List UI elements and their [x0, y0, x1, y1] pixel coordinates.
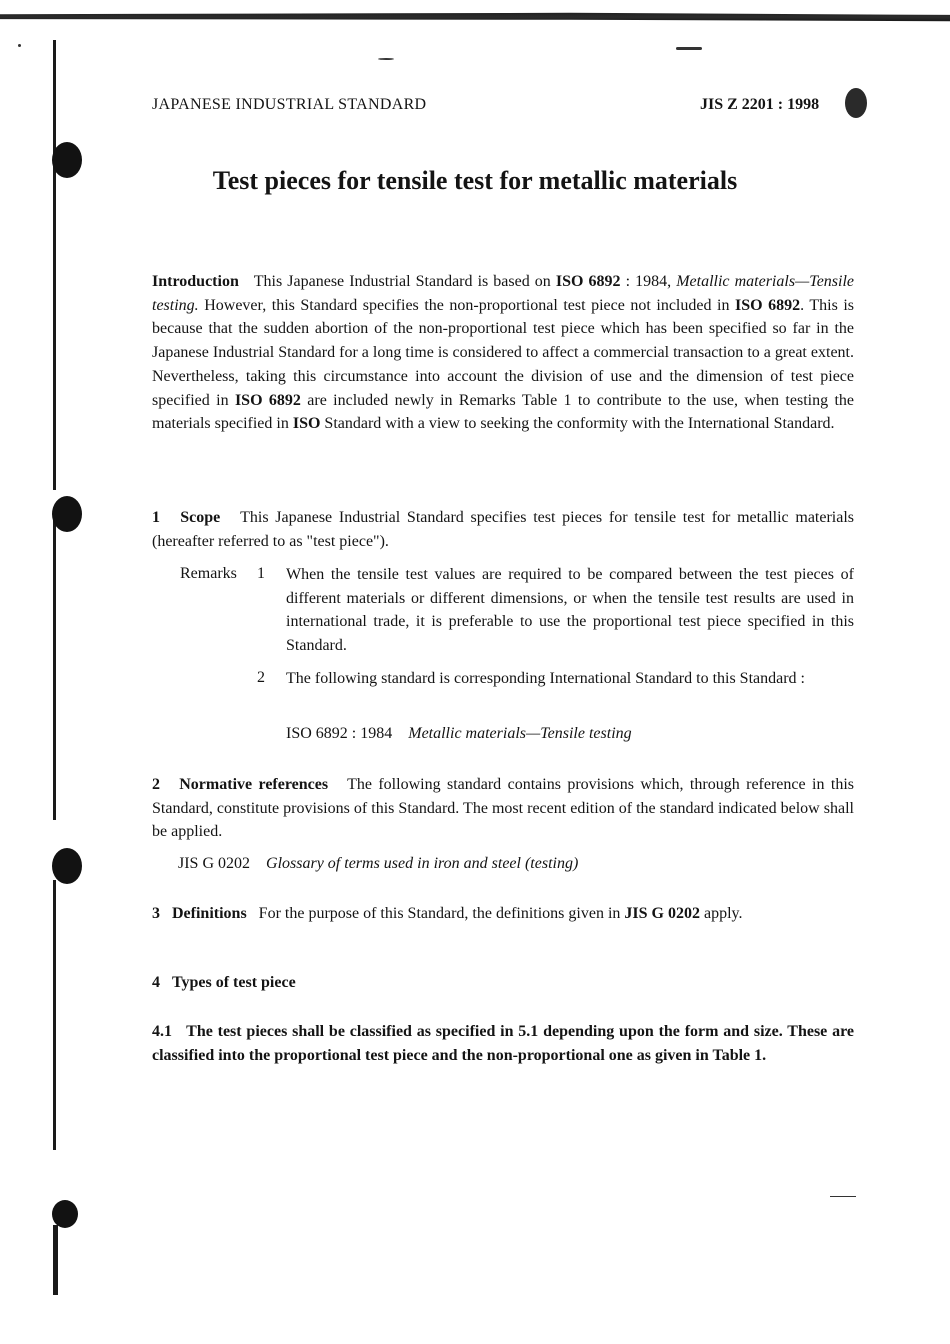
- iso-reference: ISO 6892: [555, 273, 621, 290]
- iso-title: Metallic materials—Tensile testing.: [152, 273, 855, 314]
- punch-hole-mark: [52, 496, 82, 532]
- normative-reference-entry: [178, 855, 578, 873]
- introduction-text: : 1984,: [620, 273, 677, 290]
- scope-paragraph: [152, 506, 854, 553]
- types-heading-line: [152, 971, 854, 995]
- binding-edge-line: [53, 40, 56, 490]
- scan-speck: [676, 47, 702, 50]
- normative-references-paragraph: [152, 773, 854, 844]
- definitions-text: For the purpose of this Standard, the definitions given in: [258, 905, 625, 922]
- remarks-label: Remarks: [180, 565, 237, 582]
- remark-number: 2: [257, 669, 265, 686]
- jis-reference: JIS G 0202: [624, 905, 700, 922]
- section-number: 4: [152, 974, 160, 991]
- definitions-paragraph: [152, 902, 854, 926]
- clause-text: The test pieces shall be classified as specified in 5.1 depending upon the form and size. These are classified into the proportional test piece and the non-proportional one as given in Table 1.: [152, 1023, 854, 1064]
- reference-code: JIS G 0202: [178, 855, 251, 872]
- iso-reference: ISO 6892: [735, 296, 801, 314]
- introduction-heading: Introduction: [152, 273, 239, 290]
- normative-references-heading: Normative references: [179, 776, 329, 793]
- reference-title: Glossary of terms used in iron and steel (testing): [266, 855, 579, 872]
- scan-speck: [378, 58, 394, 60]
- scope-heading: Scope: [180, 509, 221, 526]
- scan-speck: [18, 44, 21, 47]
- document-title: Test pieces for tensile test for metallic materials: [212, 166, 738, 195]
- punch-hole-mark: [52, 1200, 78, 1228]
- remark-text: The following standard is corresponding International Standard to this Standard :: [286, 670, 805, 687]
- remark-number: 1: [257, 565, 265, 582]
- binding-edge-line: [53, 880, 56, 1150]
- clause-4-1-paragraph: [152, 1020, 854, 1067]
- introduction-text: . This is because that the sudden abortion of the non-proportional test piece which has been specified so far in the Japanese Industrial Standard for a long time is considered to affect a commercial transaction to a great extent. Nevertheless, taking this circumstance into account the division of use and the dimension of test piece specified in: [152, 296, 855, 409]
- definitions-text: apply.: [699, 905, 743, 922]
- introduction-text: However, this Standard specifies the non-proportional test piece not included in: [198, 296, 735, 314]
- normative-references-text: The following standard contains provisions which, through reference in this Standard, constitute provisions of this Standard. The most recent edition of the standard indicated below shall be applied.: [152, 776, 854, 841]
- introduction-text: Standard with a view to seeking the conformity with the International Standard.: [320, 415, 835, 433]
- remark-text: When the tensile test values are required to be compared between the test pieces of different materials or different dimensions, or when the tensile test results are used in international trade, it is preferable to use the proportional test piece specified in this Standard.: [286, 566, 854, 655]
- binding-edge-line: [53, 1225, 58, 1295]
- section-number: 3: [152, 905, 160, 922]
- introduction-text: This Japanese Industrial Standard is based on: [253, 273, 556, 290]
- section-number: 1: [152, 509, 160, 526]
- definitions-heading: Definitions: [172, 905, 247, 922]
- scan-blot: [845, 88, 867, 118]
- iso-reference: ISO 6892: [234, 391, 301, 409]
- standard-number: JIS Z 2201 : 1998: [700, 96, 820, 113]
- reference-title: Metallic materials—Tensile testing: [408, 725, 632, 742]
- introduction-paragraph: [152, 270, 854, 436]
- international-reference: [286, 725, 632, 743]
- scope-text: This Japanese Industrial Standard specifies test pieces for tensile test for metallic materials (hereafter referred to as "test piece").: [152, 509, 855, 550]
- scan-speck: [830, 1196, 856, 1197]
- binding-edge-line: [53, 520, 56, 820]
- clause-number: 4.1: [152, 1023, 172, 1040]
- standard-header-label: JAPANESE INDUSTRIAL STANDARD: [152, 96, 427, 113]
- scan-edge-artifact: [0, 10, 950, 24]
- iso-reference: ISO: [292, 415, 321, 433]
- introduction-text: are included newly in Remarks Table 1 to contribute to the use, when testing the materials specified in: [152, 391, 854, 433]
- section-number: 2: [152, 776, 160, 793]
- reference-code: ISO 6892 : 1984: [286, 725, 393, 742]
- types-heading: Types of test piece: [172, 974, 296, 991]
- punch-hole-mark: [52, 848, 82, 884]
